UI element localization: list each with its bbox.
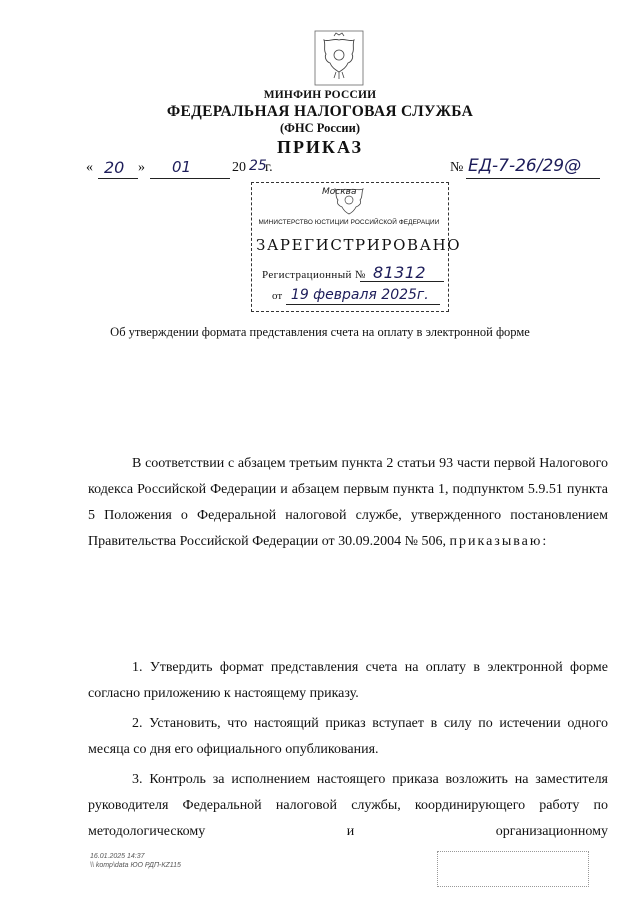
stamp-date-underline	[286, 303, 440, 305]
date-line	[86, 158, 606, 182]
service-name: ФЕДЕРАЛЬНАЯ НАЛОГОВАЯ СЛУЖБА	[166, 103, 474, 120]
stamp-reg-label: Регистрационный №	[262, 269, 366, 281]
date-month-underline	[150, 177, 230, 179]
ministry-name: МИНФИН РОССИИ	[263, 89, 377, 101]
order-item-2: 2. Установить, что настоящий приказ вступает в силу по истечении одного месяца со дня его официального опубликования.	[88, 716, 608, 757]
date-close-quote: »	[138, 160, 145, 175]
coat-of-arms-emblem	[314, 30, 364, 86]
stamp-registered: ЗАРЕГИСТРИРОВАНО	[256, 236, 462, 254]
order-item-3: 3. Контроль за исполнением настоящего приказа возложить на заместителя руководителя Федеральной налоговой службы, координирующего работу по методологическому и организационному	[88, 772, 608, 839]
footer-file-ref: \\ komp\data ЮО РДП-КZ115	[90, 862, 181, 869]
preamble-command: приказываю:	[449, 534, 549, 549]
stamp-from-label: от	[272, 290, 283, 302]
preamble-paragraph	[88, 451, 608, 555]
date-day: 20	[104, 158, 125, 177]
service-short-name: (ФНС России)	[279, 121, 360, 135]
date-day-underline	[98, 177, 138, 179]
date-year-prefix: 20	[232, 160, 246, 175]
order-number: ЕД-7-26/29@	[468, 156, 582, 176]
stamp-reg-underline	[360, 280, 444, 282]
footer-timestamp: 16.01.2025 14:37	[90, 853, 145, 860]
date-month: 01	[172, 158, 192, 176]
preamble-text: В соответствии с абзацем третьим пункта 2 статьи 93 части первой Налогового кодекса Российской Федерации и абзацем первым пункта 1, подпунктом 5.9.51 пункта 5 Положения о Федеральной налоговой службе, утвержденного постановлением Правительства Российской Федерации от 30.09.2004 № 506,	[88, 456, 608, 549]
order-number-underline	[466, 177, 600, 179]
order-title: ПРИКАЗ	[276, 137, 364, 157]
order-subject: Об утверждении формата представления счета на оплату в электронной форме	[110, 325, 530, 339]
order-item-1: 1. Утвердить формат представления счета на оплату в электронной форме согласно приложению к настоящему приказу.	[88, 660, 608, 701]
date-year-suffix: 25	[249, 158, 267, 174]
date-year-unit: г.	[265, 160, 273, 175]
number-sign: №	[450, 160, 464, 175]
order-items	[88, 655, 608, 845]
stamp-ministry: МИНИСТЕРСТВО ЮСТИЦИИ РОССИЙСКОЙ ФЕДЕРАЦИИ	[258, 219, 440, 226]
stamp-reg-date: 19 февраля 2025г.	[290, 287, 429, 303]
stamp-date-row	[272, 287, 429, 303]
stamp-city: Москва	[322, 187, 357, 197]
faint-stamp	[437, 851, 589, 887]
stamp-reg-number: 81312	[373, 263, 426, 282]
date-open-quote: «	[86, 160, 93, 175]
